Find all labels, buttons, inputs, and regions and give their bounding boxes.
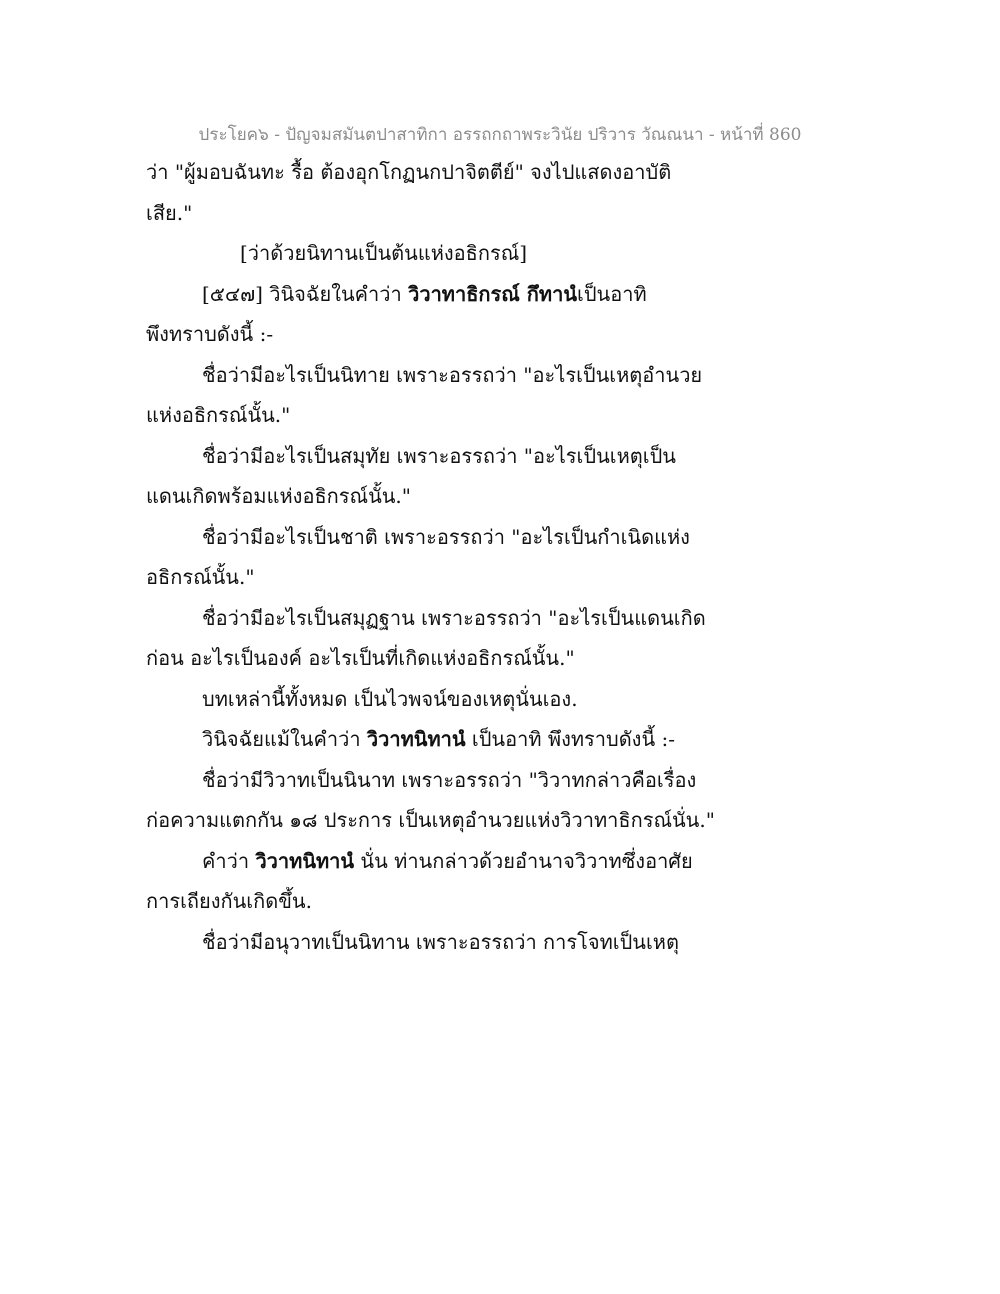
bold-term: วิวาทาธิกรณ์ กึทานํ [408, 281, 577, 306]
text-line-19: การเถียงกันเกิดขึ้น. [146, 889, 312, 913]
bold-term: วิวาทนิทานํ [366, 727, 466, 751]
text-line-1: ว่า "ผู้มอบฉันทะ รื้อ ต้องอุกโกฏนกปาจิตตีย์" จงไปแสดงอาบัติ [146, 160, 672, 184]
text-line-7: แห่งอธิกรณ์นั้น." [146, 403, 291, 427]
text-line-10: ชื่อว่ามีอะไรเป็นชาติ เพราะอรรถว่า "อะไรเป็นกำเนิดแห่ง [202, 524, 690, 549]
text-line-16: ชื่อว่ามีวิวาทเป็นนินาท เพราะอรรถว่า "วิวาทกล่าวคือเรื่อง [202, 767, 697, 792]
text-line-18 [146, 841, 706, 882]
text-fragment: เป็นอาทิ [577, 281, 647, 306]
text-fragment: วินิจฉัยแม้ในคำว่า [202, 727, 367, 751]
text-line-12: ชื่อว่ามีอะไรเป็นสมุฏฐาน เพราะอรรถว่า "อะไรเป็นแดนเกิด [202, 605, 706, 630]
text-line-2: เสีย." [146, 200, 193, 225]
text-line-5: พึงทราบดังนี้ :- [146, 322, 274, 346]
text-fragment: เป็นอาทิ พึงทราบดังนี้ :- [465, 727, 675, 751]
text-line-8: ชื่อว่ามีอะไรเป็นสมุทัย เพราะอรรถว่า "อะไรเป็นเหตุเป็น [202, 443, 676, 468]
text-fragment: คำว่า [202, 848, 256, 873]
text-line-17: ก่อความแตกกัน ๑๘ ประการ เป็นเหตุอำนวยแห่งวิวาทาธิกรณ์นั่น." [146, 808, 715, 832]
text-line-4 [146, 274, 706, 315]
text-line-15 [146, 719, 706, 760]
document-body [146, 152, 715, 962]
text-line-9: แดนเกิดพร้อมแห่งอธิกรณ์นั้น." [146, 484, 411, 508]
paragraph-number-text: [๕๔๗] วินิจฉัยในคำว่า [202, 281, 409, 306]
text-line-14: บทเหล่านี้ทั้งหมด เป็นไวพจน์ของเหตุนั่นเอง. [202, 686, 578, 711]
bold-term: วิวาทนิทานํ [255, 848, 355, 873]
page-header: ประโยค๖ - ปัญจมสมันตปาสาทิกา อรรถกถาพระวินัย ปริวาร วัณณนา - หน้าที่ 860 [198, 125, 802, 145]
section-heading: [ว่าด้วยนิทานเป็นต้นแห่งอธิกรณ์] [240, 241, 528, 265]
text-line-6: ชื่อว่ามีอะไรเป็นนิทาย เพราะอรรถว่า "อะไรเป็นเหตุอำนวย [202, 362, 703, 387]
text-fragment: นั่น ท่านกล่าวด้วยอำนาจวิวาทซึ่งอาศัย [354, 848, 693, 873]
text-line-20: ชื่อว่ามีอนุวาทเป็นนิทาน เพราะอรรถว่า การโจทเป็นเหตุ [202, 929, 679, 954]
text-line-13: ก่อน อะไรเป็นองค์ อะไรเป็นที่เกิดแห่งอธิกรณ์นั้น." [146, 646, 575, 670]
text-line-11: อธิกรณ์นั้น." [146, 565, 255, 589]
